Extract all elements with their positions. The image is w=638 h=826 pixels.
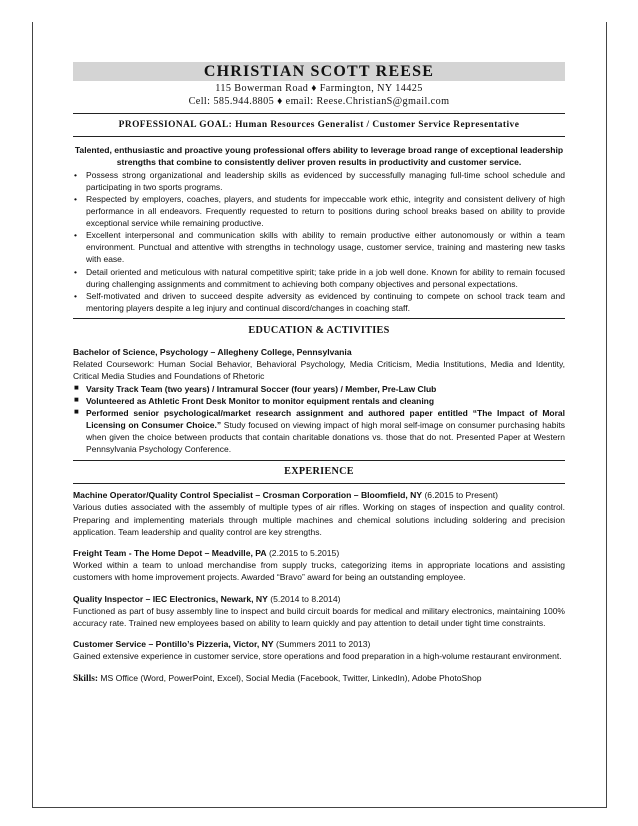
list-item: • Detail oriented and meticulous with natural competitive spirit; take pride in a job well done. Known for ability to remain focused during challenging assignments and commitment to achieving both company objectives and personal expectations. xyxy=(74,266,565,289)
page-border-right xyxy=(606,22,607,808)
list-item: ■ Varsity Track Team (two years) / Intramural Soccer (four years) / Member, Pre-Law Club xyxy=(74,382,437,394)
job-entry xyxy=(73,547,565,584)
bullet-icon: • xyxy=(74,169,77,180)
strengths-list xyxy=(73,169,565,314)
section-title-experience: EXPERIENCE xyxy=(284,466,354,478)
skills-value: MS Office (Word, PowerPoint, Excel), Social Media (Facebook, Twitter, LinkedIn), Adobe PhotoShop xyxy=(98,672,482,683)
goal-value: Human Resources Generalist / Customer Service Representative xyxy=(235,120,520,130)
job-description: Functioned as part of busy assembly line to inspect and build circuit boards for medical and military electronics, maintaining 100% accuracy rate. Trained new employees based on ability to learn quickly and pay attention to detail under tight time constraints. xyxy=(73,605,565,628)
list-item: • Excellent interpersonal and communication skills with ability to remain productive either autonomously or within a team environment. Punctual and attentive with strengths in technology usage, customer service, training and mastering new tasks with ease. xyxy=(74,230,565,265)
job-description: Gained extensive experience in customer service, store operations and food preparation in a high-volume restaurant environment. xyxy=(73,651,562,662)
job-entry xyxy=(73,593,565,630)
square-bullet-icon: ■ xyxy=(74,394,79,404)
job-title: Machine Operator/Quality Control Specialist – Crosman Corporation – Bloomfield, NY (6.2015 to Present) xyxy=(73,490,499,501)
job-title: Quality Inspector – IEC Electronics, Newark, NY (5.2014 to 8.2014) xyxy=(73,593,341,604)
resume-content xyxy=(73,62,565,685)
goal-label: PROFESSIONAL GOAL: xyxy=(118,120,233,130)
list-item: • Self-motivated and driven to succeed despite adversity as evidenced by continuing to compete on school track team and mentoring players despite a leg injury and continual discord/changes in coaching staff. xyxy=(74,290,565,313)
degree: Bachelor of Science, Psychology – Allegheny College, Pennsylvania xyxy=(73,346,352,357)
coursework: Related Coursework: Human Social Behavior, Behavioral Psychology, Media Criticism, Media Institutions, Media and Identity, Critical Media Studies and Foundations of Rhetoric xyxy=(73,359,565,382)
job-description: Worked within a team to unload merchandise from supply trucks, categorizing items in appropriate locations and assisting customers with home improvement projects. Awarded “Bravo” award for being an outstanding employee. xyxy=(73,560,565,583)
job-entry xyxy=(73,489,565,538)
list-item: • Possess strong organizational and leadership skills as evidenced by successfully managing full-time school schedule and participating in two sports programs. xyxy=(74,169,565,192)
skills-label: Skills: xyxy=(73,673,99,684)
bullet-icon: • xyxy=(74,266,77,277)
job-description: Various duties associated with the assembly of multiple types of air rifles. Working on stages of inspection and quality control. Preparing and implementing materials through multiple machines and chemical solutions including soldering and precision application. Team leadership and quality control are key strengths. xyxy=(73,502,565,537)
list-item: • Respected by employers, coaches, players, and students for impeccable work ethic, integrity and consistent delivery of high performance in all endeavors. Frequently requested to return to positions during school breaks based on ability to provide exceptional service while remaining productive. xyxy=(74,194,565,229)
bullet-icon: • xyxy=(74,290,77,301)
candidate-name: CHRISTIAN SCOTT REESE xyxy=(73,62,565,81)
skills-line xyxy=(73,672,565,685)
goal-divider xyxy=(73,136,565,137)
section-title-education: EDUCATION & ACTIVITIES xyxy=(248,324,390,336)
list-item: ■ Volunteered as Athletic Front Desk Monitor to monitor equipment rentals and cleaning xyxy=(74,394,435,406)
square-bullet-icon: ■ xyxy=(74,382,79,392)
square-bullet-icon: ■ xyxy=(74,406,79,416)
activities-list xyxy=(73,383,565,456)
summary-statement: Talented, enthusiastic and proactive young professional offers ability to leverage broad range of exceptional leadership strengths that combine to consistently deliver proven results in productivity and customer service. xyxy=(74,145,564,168)
professional-goal xyxy=(73,117,565,133)
page-border-left xyxy=(32,22,33,808)
bullet-icon: • xyxy=(74,194,77,204)
bullet-icon: • xyxy=(74,230,77,241)
list-item: ■ Performed senior psychological/market research assignment and authored paper entitled “The Impact of Moral Licensing on Consumer Choice.” Study focused on viewing impact of high moral self-image on consumer purchasing habits when given the choice between products that contain charitable donations vs. those that do not. Presented Paper at Western Pennsylvania Psychology Conference. xyxy=(74,406,565,455)
job-title: Freight Team - The Home Depot – Meadville, PA (2.2015 to 5.2015) xyxy=(73,547,340,558)
address-line: 115 Bowerman Road ♦ Farmington, NY 14425 xyxy=(215,83,423,94)
contact-line: Cell: 585.944.8805 ♦ email: Reese.ChristianS@gmail.com xyxy=(188,96,450,107)
job-title: Customer Service – Pontillo’s Pizzeria, Victor, NY (Summers 2011 to 2013) xyxy=(73,639,371,650)
job-entry xyxy=(73,638,565,662)
page-border-bottom xyxy=(32,807,607,808)
